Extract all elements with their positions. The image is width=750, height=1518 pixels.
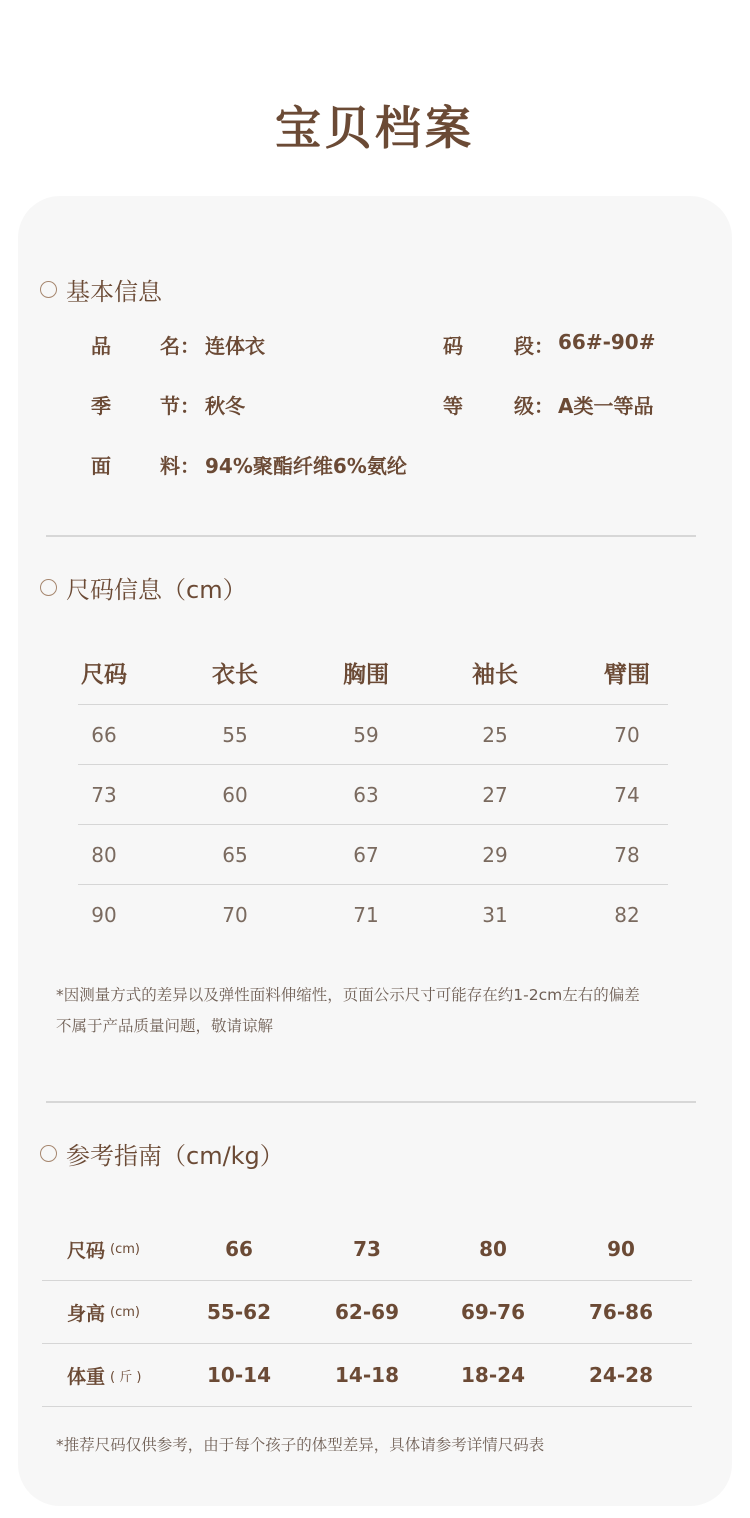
table-cell: 73 — [91, 782, 117, 807]
table-cell: 70 — [222, 902, 248, 927]
guide-label-text: 尺码 — [67, 1239, 106, 1262]
guide-label-unit: (cm) — [110, 1241, 140, 1257]
column-header-size: 尺码 — [81, 661, 127, 688]
info-key-char2: 段： — [514, 334, 554, 358]
table-cell: 65 — [222, 842, 248, 867]
info-row-grade — [0, 390, 750, 418]
table-row — [78, 704, 668, 764]
section-divider — [46, 535, 696, 537]
info-value: 秋冬 — [205, 394, 245, 418]
guide-cell: 69-76 — [461, 1300, 525, 1324]
column-header-sleeve: 袖长 — [472, 661, 518, 688]
guide-row-label — [67, 1281, 140, 1343]
info-key-char2: 节： — [160, 394, 200, 418]
guide-cell: 66 — [225, 1237, 253, 1261]
guide-table — [42, 1218, 692, 1407]
table-cell: 71 — [353, 902, 379, 927]
guide-cell: 10-14 — [207, 1363, 271, 1387]
guide-row-label — [67, 1344, 141, 1406]
circle-icon — [40, 579, 57, 596]
guide-cell: 73 — [353, 1237, 381, 1261]
table-cell: 80 — [91, 842, 117, 867]
table-cell: 59 — [353, 722, 379, 747]
guide-cell: 24-28 — [589, 1363, 653, 1387]
size-table-header — [78, 640, 668, 704]
table-cell: 82 — [614, 902, 640, 927]
table-cell: 78 — [614, 842, 640, 867]
guide-cell: 90 — [607, 1237, 635, 1261]
column-header-chest: 胸围 — [343, 661, 389, 688]
guide-label-unit: (cm) — [110, 1304, 140, 1320]
info-value: A类一等品 — [558, 394, 654, 418]
size-note — [56, 980, 640, 1042]
info-row-fabric — [0, 450, 750, 478]
info-key-char2: 料： — [160, 454, 200, 478]
table-row — [78, 824, 668, 884]
table-cell: 74 — [614, 782, 640, 807]
table-cell: 70 — [614, 722, 640, 747]
guide-row-size — [42, 1218, 692, 1281]
section-title-size: 尺码信息（cm） — [66, 576, 247, 604]
info-key-char1: 等 — [443, 394, 463, 418]
guide-row-height — [42, 1281, 692, 1344]
guide-cell: 18-24 — [461, 1363, 525, 1387]
section-title-basic: 基本信息 — [66, 278, 162, 306]
guide-label-text: 体重 — [67, 1365, 106, 1388]
table-cell: 25 — [482, 722, 508, 747]
info-key-char1: 面 — [91, 454, 111, 478]
page-title: 宝贝档案 — [275, 101, 475, 155]
info-key-char1: 品 — [91, 334, 111, 358]
column-header-length: 衣长 — [212, 661, 258, 688]
table-row — [78, 884, 668, 944]
circle-icon — [40, 1145, 57, 1162]
info-key-char2: 名： — [160, 334, 200, 358]
table-cell: 63 — [353, 782, 379, 807]
section-header-guide — [40, 1136, 284, 1171]
guide-cell: 76-86 — [589, 1300, 653, 1324]
size-note-line2: 不属于产品质量问题，敬请谅解 — [56, 1017, 274, 1035]
circle-icon — [40, 281, 57, 298]
info-value: 94%聚酯纤维6%氨纶 — [205, 454, 407, 478]
table-cell: 31 — [482, 902, 508, 927]
guide-cell: 62-69 — [335, 1300, 399, 1324]
table-cell: 60 — [222, 782, 248, 807]
section-divider — [46, 1101, 696, 1103]
guide-cell: 55-62 — [207, 1300, 271, 1324]
section-header-size — [40, 570, 247, 605]
info-key-char1: 码 — [443, 334, 463, 358]
info-row-size-range — [0, 330, 750, 358]
table-cell: 67 — [353, 842, 379, 867]
section-header-basic — [40, 272, 162, 307]
guide-row-label — [67, 1218, 140, 1280]
column-header-arm: 臂围 — [604, 661, 650, 688]
info-value: 连体衣 — [205, 334, 265, 358]
size-table — [78, 640, 668, 944]
info-key-char1: 季 — [91, 394, 111, 418]
guide-note: *推荐尺码仅供参考，由于每个孩子的体型差异，具体请参考详情尺码表 — [56, 1436, 545, 1454]
table-cell: 29 — [482, 842, 508, 867]
section-title-guide: 参考指南（cm/kg） — [66, 1142, 284, 1170]
size-note-line1: *因测量方式的差异以及弹性面料伸缩性，页面公示尺寸可能存在约1-2cm左右的偏差 — [56, 986, 640, 1004]
guide-label-text: 身高 — [67, 1302, 106, 1325]
table-cell: 90 — [91, 902, 117, 927]
table-row — [78, 764, 668, 824]
guide-label-unit: ( 斤 ) — [110, 1369, 142, 1385]
guide-cell: 80 — [479, 1237, 507, 1261]
info-key-char2: 级： — [514, 394, 554, 418]
table-cell: 66 — [91, 722, 117, 747]
table-cell: 55 — [222, 722, 248, 747]
guide-cell: 14-18 — [335, 1363, 399, 1387]
info-value: 66#-90# — [558, 330, 656, 354]
table-cell: 27 — [482, 782, 508, 807]
guide-row-weight — [42, 1344, 692, 1407]
